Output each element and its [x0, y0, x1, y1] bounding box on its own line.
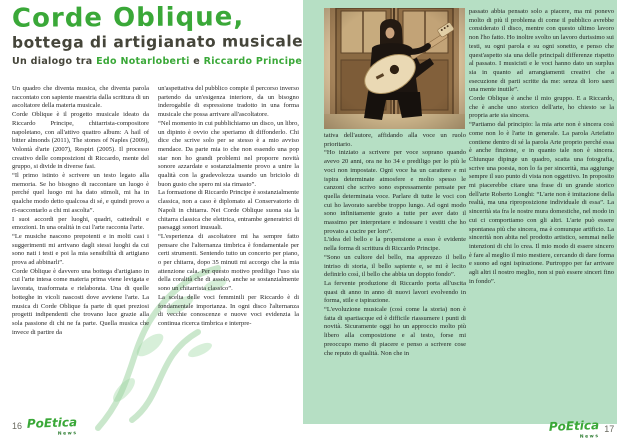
paragraph: Corde Oblique è il progetto musicale ideato da Riccardo Principe, chitarrista-compositore napoletano, con all'attivo quattro album: A hail of bitter almonds (2011), The stones of Naples (2009), Volontà d'arte (2007), Respiri (2005). Il processo creativo delle composizioni di Riccardo, mente del gruppo, si divide in diverse fasi. — [12, 111, 149, 171]
poetica-logo — [549, 420, 600, 444]
poetica-logo-text: PoEtica — [26, 415, 78, 431]
paragraph: I suoi accordi per luoghi, quadri, cattedrali e emozioni. In una oralità in cui l'arte racconta l'arte. — [12, 215, 149, 232]
paragraph: “Sono un cultore del bello, ma apprezzo il bello intriso di storia, il bello sapiente e, se mi è lecito definirlo così, il bello che abbia un doppio fondo”. — [324, 253, 466, 279]
paragraph: passato abbia pensato solo a piacere, ma mi ponevo molto di più il problema di come il pubblico avrebbe considerato il disco, mentre con questo ultimo lavoro non l'ho fatto. Ho inoltre svolto un lavoro durissimo sui testi, su ogni parola e su ogni sonetto, e penso che quest'aspetto sia una delle principali differenze rispetto al passato. I musicisti e le voci hanno dato un surplus sia in quanto ad arrangiamenti creativi che a esecuzione di parti scritte da me: senza di loro sarei una mente inutile”. — [469, 8, 614, 94]
paragraph: “Il primo istinto è scrivere un testo legato alla memoria. Se ho bisogno di raccontare un luogo è perché quel luogo mi ha dato stimoli, mi ha in qualche modo detto qualcosa di sé, e quindi provo a ri-raccontarlo a chi mi ascolta”. — [12, 172, 149, 214]
paragraph: “Partiamo dal principio: la mia arte non è sincera così come non lo è l'arte in generale. La parola Artefatto contiene dentro di sé la parola Arte proprio perché essa è anche finzione, e in quanto tale non è sincera. Chiunque dipinge un quadro, scatta una fotografia, scrive una poesia, non lo fa per sincerità, ma aggiunge sempre il suo punto di vista non oggettivo. In proposito mi piacerebbe citare una frase di un grande storico dell'arte Roberto Longhi: “L'arte non è imitazione della realtà, ma una riproposizione individuale di essa”. La sincerità sta fra le nostre mura domestiche, nel modo in cui ci comportiamo con gli altri. L'arte può essere spontanea più che sincera, ma è comunque artificio. La sincerità non abita nel prodotto artistico, semmai nelle intenzioni di chi lo crea. Il mio modo di essere sincero è fare al meglio il mio mestiere, cercando di dare forma e suono ad ogni ispirazione. Purtroppo per far arrivare agli altri il nostro meglio, non si può essere sinceri fino in fondo”. — [469, 121, 614, 285]
paragraph: “Nel momento in cui pubblichiamo un disco, un libro, un dipinto è ovvio che speriamo di diffonderlo. Chi dice che scrive solo per se stesso è a mio avviso mendace. Da parte mia io che non essendo una pop star non ho grandi problemi nel proporre novità sonore azzardate e sostanzialmente provo a unire la qualità con la gradevolezza usando un briciolo di buon gusto che spero mi sia rimasto”. — [158, 119, 299, 188]
paragraph: Un quadro che diventa musica, che diventa parola raccontato con sapiente maestria dalla scrittura di un ascoltatore della materia musicale. — [12, 85, 149, 110]
paragraph: La fervente produzione di Riccardo porta all'uscita quasi di anno in anno di nuovi lavori evolvendo in forma, stile e ispirazione. — [324, 279, 466, 305]
left-page-column-1 — [12, 85, 149, 419]
byline — [12, 56, 302, 67]
page-number-left: 16 — [12, 421, 23, 431]
paragraph: La scelta delle voci femminili per Riccardo è di fondamentale importanza. In ogni disco l'alternanza di vecchie conoscenze e nuove voci evidenzia la continua ricerca timbrica e interpre- — [158, 293, 299, 327]
paragraph: “L'esperienza di ascoltatore mi ha sempre fatto pensare che l'alternanza timbrica è fondamentale per certi strumenti. Sentendo tutto un concerto per piano, o per chitarra, dopo 35 minuti mi accorgo che la mia attenzione cala. Per questo motivo prediligo l'uso sia della coralità che di assolo, anche se sostanzialmente sono un chitarrista classico”. — [158, 232, 299, 293]
paragraph: “Le musiche nascono prepotenti e in molti casi i suggerimenti mi arrivano dagli stessi luoghi da cui sono nati i testi e poi la mia sensibilità di artigiano prova ad abbinarli”. — [12, 232, 149, 267]
paragraph: La formazione di Riccardo Principe è sostanzialmente classica, non a caso è diplomato al Conservatorio di Napoli in chitarra. Nei Corde Oblique suona sia la chitarra classica che elettrica, entrambe generatrici di paesaggi sonori inusuali. — [158, 189, 299, 232]
article-subtitle: bottega di artigianato musicale — [11, 32, 304, 52]
byline-prefix: Un dialogo tra — [12, 56, 93, 67]
poetica-logo-subtext: News — [57, 431, 78, 437]
paragraph: Corde Oblique è anche il mio gruppo. E a Riccardo, che è anche uno storico dell'arte, ho chiesto se la propria arte sia sincera. — [469, 95, 614, 120]
poetica-logo-subtext: News — [579, 434, 600, 440]
paragraph: un'aspettativa del pubblico compie il percorso inverso partendo da un'esigenza interiore, da un bisogno inderogabile di espressione tradotto in una forma musicale che possa arrivare all'ascoltatore. — [158, 85, 299, 119]
poetica-logo — [27, 417, 78, 441]
page-number-right: 17 — [604, 424, 615, 434]
artist-photo — [324, 8, 465, 129]
poetica-logo-text: PoEtica — [548, 418, 600, 434]
paragraph: Corde Oblique è davvero una bottega d'artigiano in cui l'arte intesa come materia prima viene levigata e lavorata, trasformata e rielaborata. Una di quelle botteghe in vicoli nascosti dove avviene l'arte. La musica di Corde Oblique fa parte di quei preziosi progetti indipendenti che trovano luce grazie alla sola passione di chi ne fa parte. Quella musica che invece di partire da — [12, 267, 149, 336]
paragraph: L'idea del bello e la propensione a esso è evidente nella forma di scrittura di Riccardo Principe. — [324, 236, 466, 253]
byline-name-edo-notarloberti: Edo Notarloberti — [96, 56, 190, 67]
byline-name-riccardo-principe: Riccardo Principe — [203, 56, 303, 67]
byline-conjunction: e — [193, 56, 201, 67]
right-page-column-1 — [324, 132, 466, 420]
left-page-footer — [12, 415, 78, 440]
article-title: Corde Oblique, — [11, 2, 245, 34]
paragraph: tativa dell'autore, affidando alla voce un ruolo prioritario. — [324, 132, 466, 148]
paragraph: “Ho iniziato a scrivere per voce soprano quando avevo 20 anni, ora ne ho 34 e prediligo per lo più le voci non impostate. Ogni voce ha un carattere e mi ispira determinate atmosfere e molto spesso le canzoni che scrivo sono espressamente pensate per quella determinata voce. Parlare di tutte le voci con cui ho lavorato sarebbe troppo lungo. Ad ogni modo sono infinitamente grato a tutte per aver dato il massimo per interpretare e indossare i vestiti che ho provato a cucire per loro”. — [324, 149, 466, 235]
right-page-column-2 — [469, 8, 614, 417]
paragraph: “L'evoluzione musicale (così come la storia) non è fatta di spartiacque ed è difficile riassumere i punti di novità. Sicuramente oggi ho un approccio molto più libero alla composizione e al testo, forse mi preoccupo meno di piacere e penso a scrivere cose che reputo di qualità. Non che in — [324, 306, 466, 357]
photo-vignette — [324, 8, 465, 129]
left-page-column-2 — [158, 85, 299, 419]
